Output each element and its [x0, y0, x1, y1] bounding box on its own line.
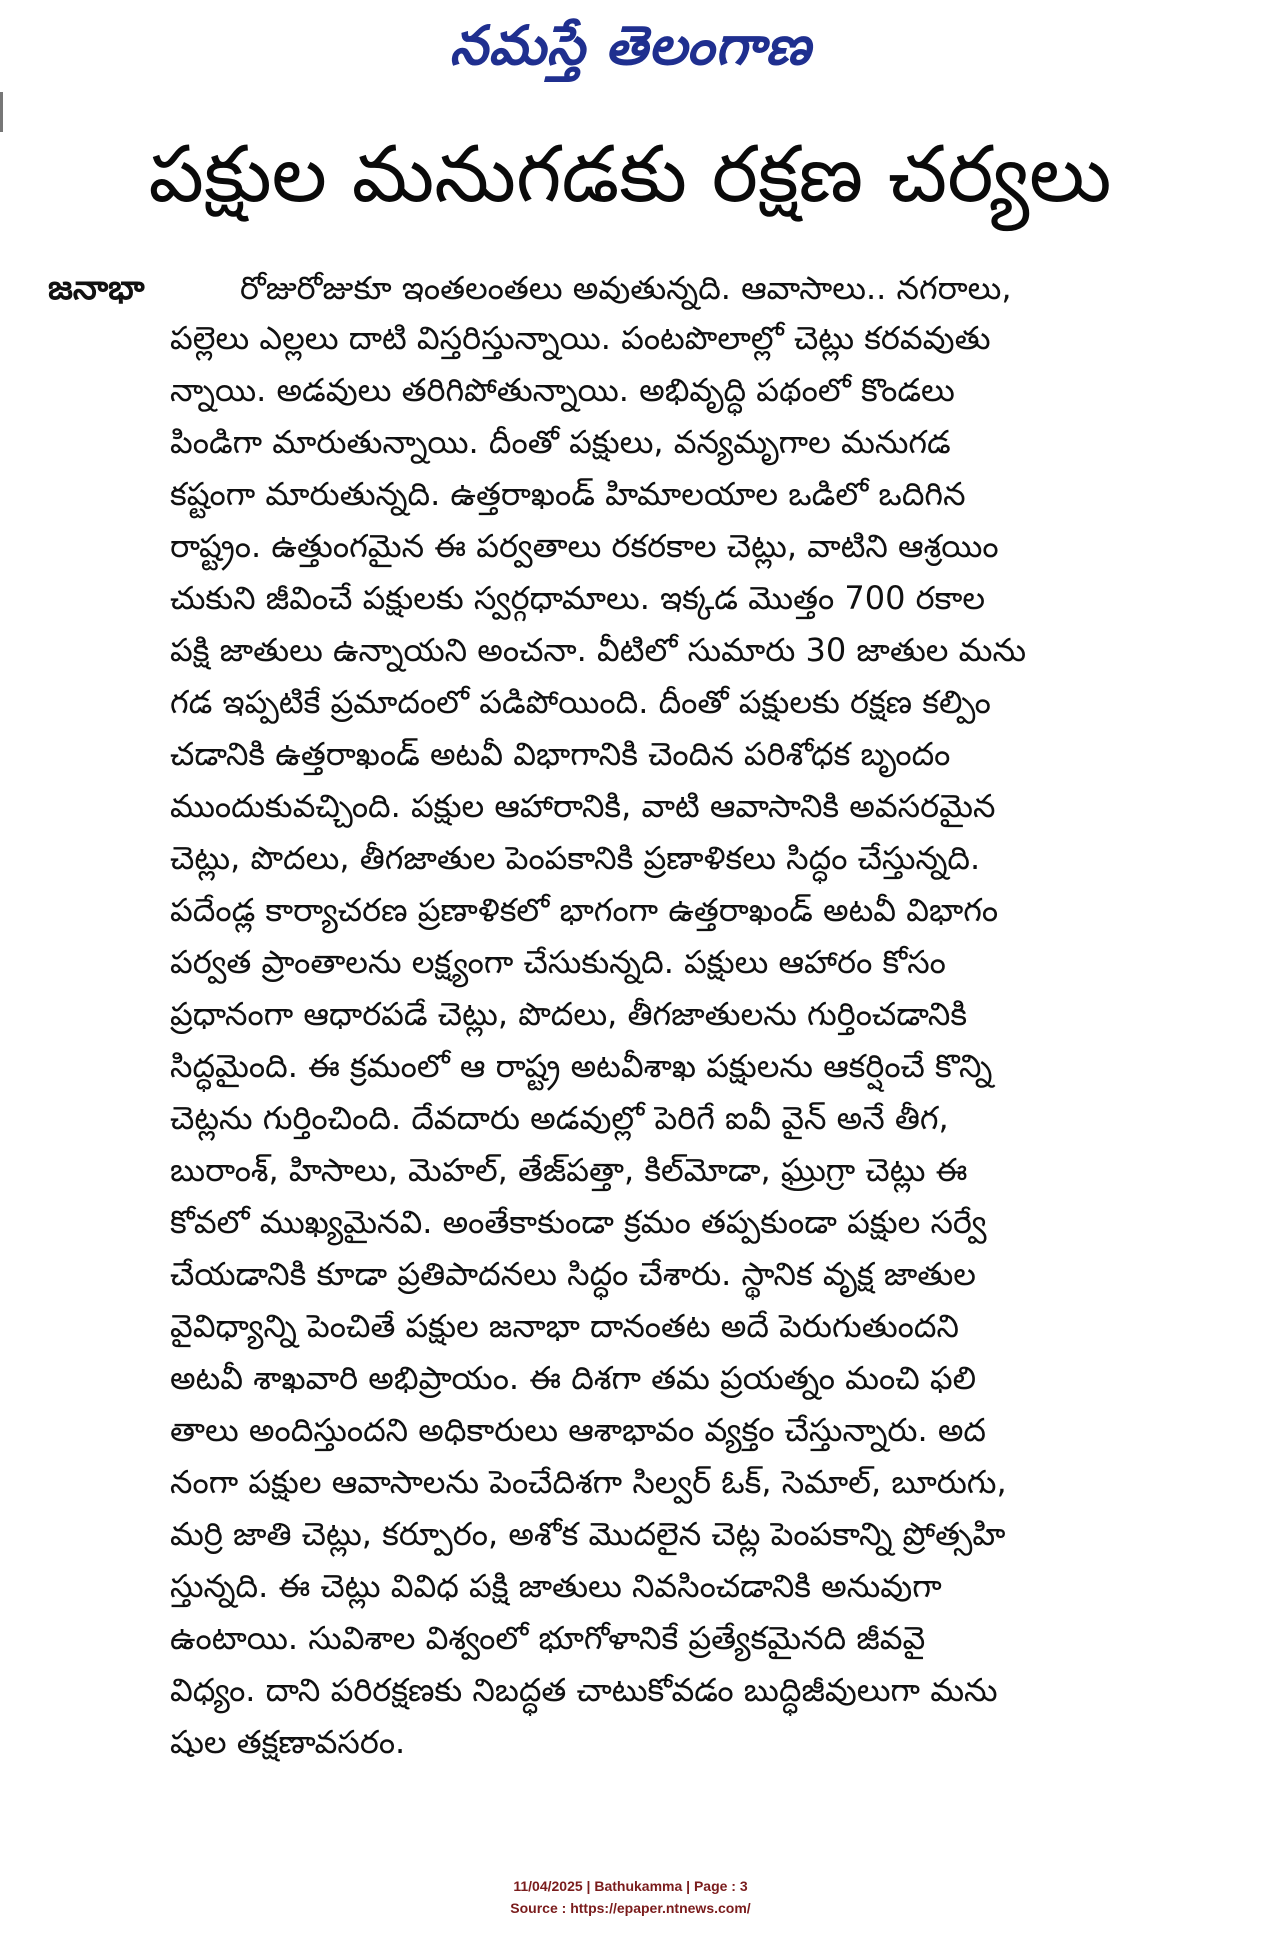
- article-line: చెట్లు, పొదలు, తీగజాతుల పెంపకానికి ప్రణాళికలు సిద్ధం చేస్తున్నది.: [170, 839, 981, 877]
- article-line: కష్టంగా మారుతున్నది. ఉత్తరాఖండ్ హిమాలయాల ఒడిలో ఒదిగిన: [170, 475, 966, 513]
- article-line: చెట్లను గుర్తించింది. దేవదారు అడవుల్లో పెరిగే ఐవీ వైన్ అనే తీగ,: [170, 1099, 949, 1137]
- article-line: పక్షి జాతులు ఉన్నాయని అంచనా. వీటిలో సుమారు 30 జాతుల మను: [170, 631, 1027, 669]
- article-line: మర్రి జాతి చెట్లు, కర్పూరం, అశోక మొదలైన చెట్ల పెంపకాన్ని ప్రోత్సహి: [170, 1515, 1006, 1553]
- article-line: రోజురోజుకూ ఇంతలంతలు అవుతున్నది. ఆవాసాలు.. నగరాలు,: [240, 269, 1012, 307]
- newspaper-masthead: నమస్తే తెలంగాణ: [449, 13, 812, 77]
- article-line: అటవీ శాఖవారి అభిప్రాయం. ఈ దిశగా తమ ప్రయత్నం మంచి ఫలి: [170, 1359, 977, 1397]
- article-lead-word: జనాభా: [48, 268, 145, 308]
- article-line: తాలు అందిస్తుందని అధికారులు ఆశాభావం వ్యక్తం చేస్తున్నారు. అద: [170, 1411, 987, 1449]
- article-line: ఉంటాయి. సువిశాల విశ్వంలో భూగోళానికే ప్రత్యేకమైనది జీవవై: [170, 1619, 926, 1657]
- article-line: గడ ఇప్పటికే ప్రమాదంలో పడిపోయింది. దీంతో పక్షులకు రక్షణ కల్పిం: [170, 683, 991, 721]
- article-line: ప్రధానంగా ఆధారపడే చెట్లు, పొదలు, తీగజాతులను గుర్తించడానికి: [170, 995, 968, 1033]
- article-line: వైవిధ్యాన్ని పెంచితే పక్షుల జనాభా దానంతట అదే పెరుగుతుందని: [170, 1307, 959, 1345]
- article-line: రాష్ట్రం. ఉత్తుంగమైన ఈ పర్వతాలు రకరకాల చెట్లు, వాటిని ఆశ్రయిం: [170, 527, 999, 565]
- footer-date-page: 11/04/2025 | Bathukamma | Page : 3: [513, 1878, 748, 1894]
- article-line: న్నాయి. అడవులు తరిగిపోతున్నాయి. అభివృద్ధి పథంలో కొండలు: [170, 371, 955, 409]
- footer-source-link[interactable]: Source : https://epaper.ntnews.com/: [510, 1900, 751, 1916]
- article-headline: పక్షుల మనుగడకు రక్షణ చర్యలు: [148, 130, 1112, 220]
- article-line: పిండిగా మారుతున్నాయి. దీంతో పక్షులు, వన్యమృగాల మనుగడ: [170, 423, 951, 461]
- article-line: పదేండ్ల కార్యాచరణ ప్రణాళికలో భాగంగా ఉత్తరాఖండ్ అటవీ విభాగం: [170, 891, 999, 929]
- margin-mark: [0, 92, 3, 132]
- article-line: నంగా పక్షుల ఆవాసాలను పెంచేదిశగా సిల్వర్ ఓక్, సెమాల్, బూరుగు,: [170, 1463, 1007, 1501]
- article-line: చుకుని జీవించే పక్షులకు స్వర్గధామాలు. ఇక్కడ మొత్తం 700 రకాల: [170, 579, 986, 617]
- article-line: పర్వత ప్రాంతాలను లక్ష్యంగా చేసుకున్నది. పక్షులు ఆహారం కోసం: [170, 943, 946, 981]
- article-line: విధ్యం. దాని పరిరక్షణకు నిబద్ధత చాటుకోవడం బుద్ధిజీవులుగా మను: [170, 1671, 998, 1709]
- article-line: స్తున్నది. ఈ చెట్లు వివిధ పక్షి జాతులు నివసించడానికి అనువుగా: [170, 1567, 942, 1605]
- article-line: ముందుకువచ్చింది. పక్షుల ఆహారానికి, వాటి ఆవాసానికి అవసరమైన: [170, 787, 996, 825]
- article-line: షుల తక్షణావసరం.: [170, 1723, 406, 1761]
- article-line: కోవలో ముఖ్యమైనవి. అంతేకాకుండా క్రమం తప్పకుండా పక్షుల సర్వే: [170, 1203, 987, 1241]
- article-line: చడానికి ఉత్తరాఖండ్ అటవీ విభాగానికి చెందిన పరిశోధక బృందం: [170, 735, 951, 773]
- article-line: సిద్ధమైంది. ఈ క్రమంలో ఆ రాష్ట్ర అటవీశాఖ పక్షులను ఆకర్షించే కొన్ని: [170, 1047, 993, 1085]
- article-line: చేయడానికి కూడా ప్రతిపాదనలు సిద్ధం చేశారు. స్థానిక వృక్ష జాతుల: [170, 1255, 976, 1293]
- article-line: పల్లెలు ఎల్లలు దాటి విస్తరిస్తున్నాయి. పంటపొలాల్లో చెట్లు కరవవుతు: [170, 319, 991, 357]
- article-line: బురాంశ్, హిసాలు, మెహల్, తేజ్‌పత్తా, కిల్‌మోడా, ఘ్రుగ్రా చెట్లు ఈ: [170, 1151, 968, 1189]
